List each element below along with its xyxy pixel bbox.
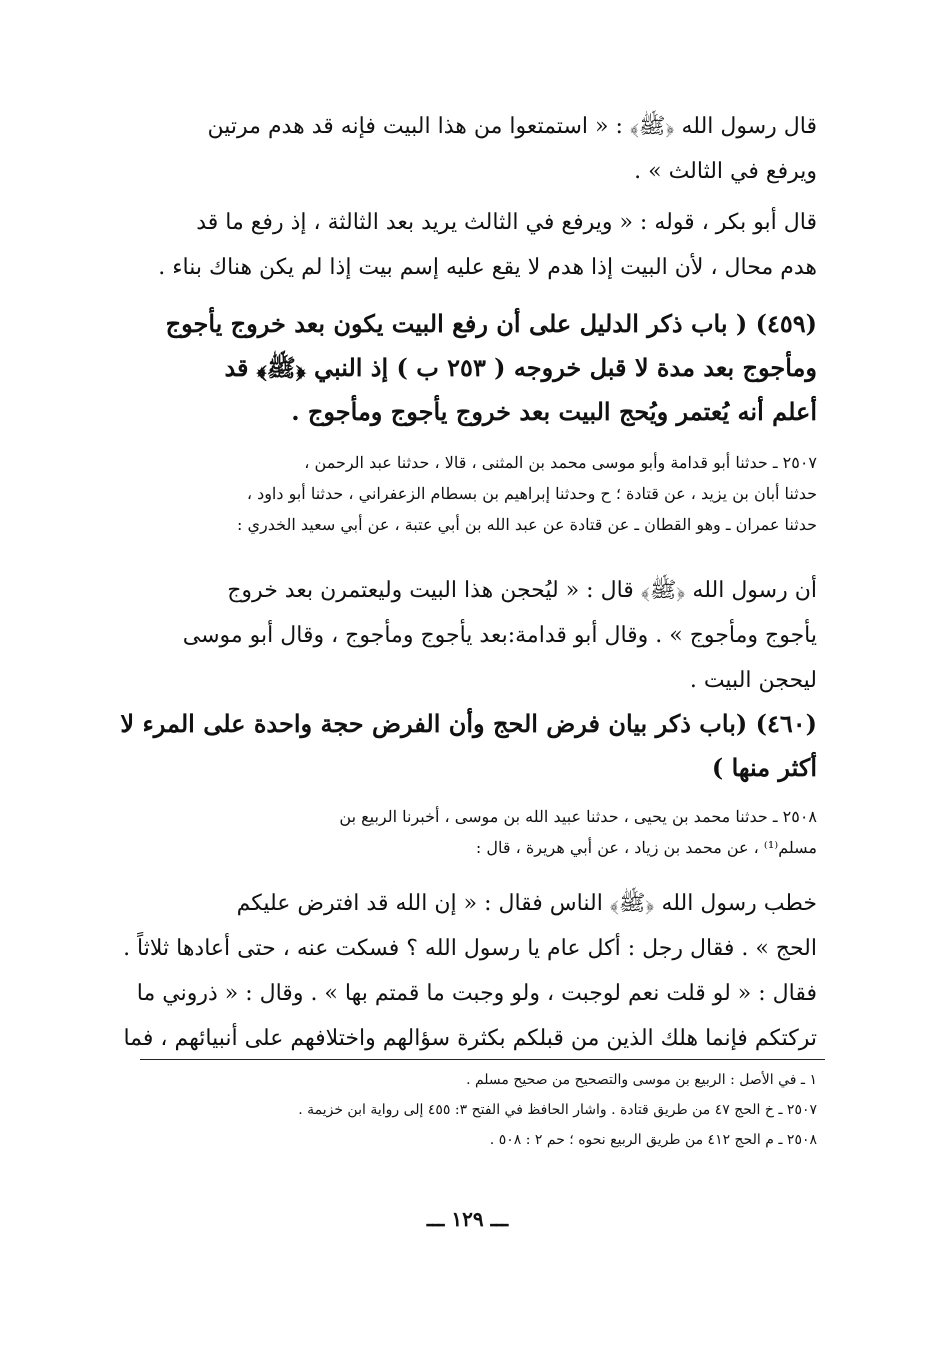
isnad-line: حدثنا أبان بن يزيد ، عن قتادة ؛ ح وحدثنا إبراهيم بن بسطام الزعفراني ، حدثنا أبو داود ، xyxy=(246,484,817,503)
heading-line: (٤٥٩) ( باب ذكر الدليل على أن رفع البيت يكون بعد خروج يأجوج xyxy=(165,309,817,338)
text-line: قال أبو بكر ، قوله : « ويرفع في الثالث يريد بعد الثالثة ، إذ رفع ما قد xyxy=(196,210,817,235)
paragraph-prophet-saying xyxy=(115,104,817,194)
footnote-line: ٢٥٠٧ ـ خ الحج ٤٧ من طريق قتادة . واشار الحافظ في الفتح ٣: ٤٥٥ إلى رواية ابن خزيمة . xyxy=(298,1102,817,1118)
isnad-hadith-2508 xyxy=(115,801,817,863)
footnote-divider xyxy=(140,1059,825,1060)
heading-line: (٤٦٠) (باب ذكر بيان فرض الحج وأن الفرض حجة واحدة على المرء لا xyxy=(120,709,817,738)
matn-hadith-2507 xyxy=(115,568,817,703)
chapter-heading-459 xyxy=(115,302,817,434)
isnad-hadith-2507 xyxy=(115,447,817,540)
footnote-line: ١ ـ في الأصل : الربيع بن موسى والتصحيح من صحيح مسلم . xyxy=(466,1072,817,1088)
text-line: ليحجن البيت . xyxy=(689,668,817,693)
heading-line: ومأجوج بعد مدة لا قبل خروجه ( ٢٥٣ ب ) إذ النبي ﴿ﷺ﴾ قد xyxy=(224,353,817,382)
footnote-line: ٢٥٠٨ ـ م الحج ٤١٢ من طريق الربيع نحوه ؛ حم ٢ : ٥٠٨ . xyxy=(489,1132,817,1148)
isnad-line: حدثنا عمران ـ وهو القطان ـ عن قتادة عن عبد الله بن أبي عتبة ، عن أبي سعيد الخدري : xyxy=(237,515,817,534)
paragraph-abu-bakr-comment xyxy=(115,200,817,290)
heading-line: أكثر منها ) xyxy=(711,753,817,782)
text-line: قال رسول الله ﴿ﷺ﴾ : « استمتعوا من هذا البيت فإنه قد هدم مرتين xyxy=(207,114,817,139)
text-line: فقال : « لو قلت نعم لوجبت ، ولو وجبت ما قمتم بها » . وقال : « ذروني ما xyxy=(136,981,817,1006)
chapter-heading-460 xyxy=(115,702,817,790)
text-line: تركتكم فإنما هلك الذين من قبلكم بكثرة سؤالهم واختلافهم على أنبيائهم ، فما xyxy=(123,1026,817,1051)
isnad-line: مسلم⁽¹⁾ ، عن محمد بن زياد ، عن أبي هريرة ، قال : xyxy=(475,838,817,857)
text-line: ويرفع في الثالث » . xyxy=(634,159,817,184)
isnad-line: ٢٥٠٧ ـ حدثنا أبو قدامة وأبو موسى محمد بن المثنى ، قالا ، حدثنا عبد الرحمن ، xyxy=(304,453,817,472)
text-line: الحج » . فقال رجل : أكل عام يا رسول الله ؟ فسكت عنه ، حتى أعادها ثلاثاً . xyxy=(123,936,817,961)
text-line: هدم محال ، لأن البيت إذا هدم لا يقع عليه إسم بيت إذا لم يكن هناك بناء . xyxy=(158,255,817,280)
footnotes xyxy=(115,1065,817,1155)
heading-line: أعلم أنه يُعتمر ويُحج البيت بعد خروج يأجوج ومأجوج . xyxy=(291,397,817,426)
page-number: ـــ ١٢٩ ـــ xyxy=(426,1207,509,1231)
matn-hadith-2508 xyxy=(115,881,817,1061)
text-line: أن رسول الله ﴿ﷺ﴾ قال : « ليُحجن هذا البيت وليعتمرن بعد خروج xyxy=(227,578,817,603)
isnad-line: ٢٥٠٨ ـ حدثنا محمد بن يحيى ، حدثنا عبيد الله بن موسى ، أخبرنا الربيع بن xyxy=(339,807,817,826)
text-line: يأجوج ومأجوج » . وقال أبو قدامة:بعد يأجوج ومأجوج ، وقال أبو موسى xyxy=(182,623,817,648)
text-line: خطب رسول الله ﴿ﷺ﴾ الناس فقال : « إن الله قد افترض عليكم xyxy=(236,891,817,916)
